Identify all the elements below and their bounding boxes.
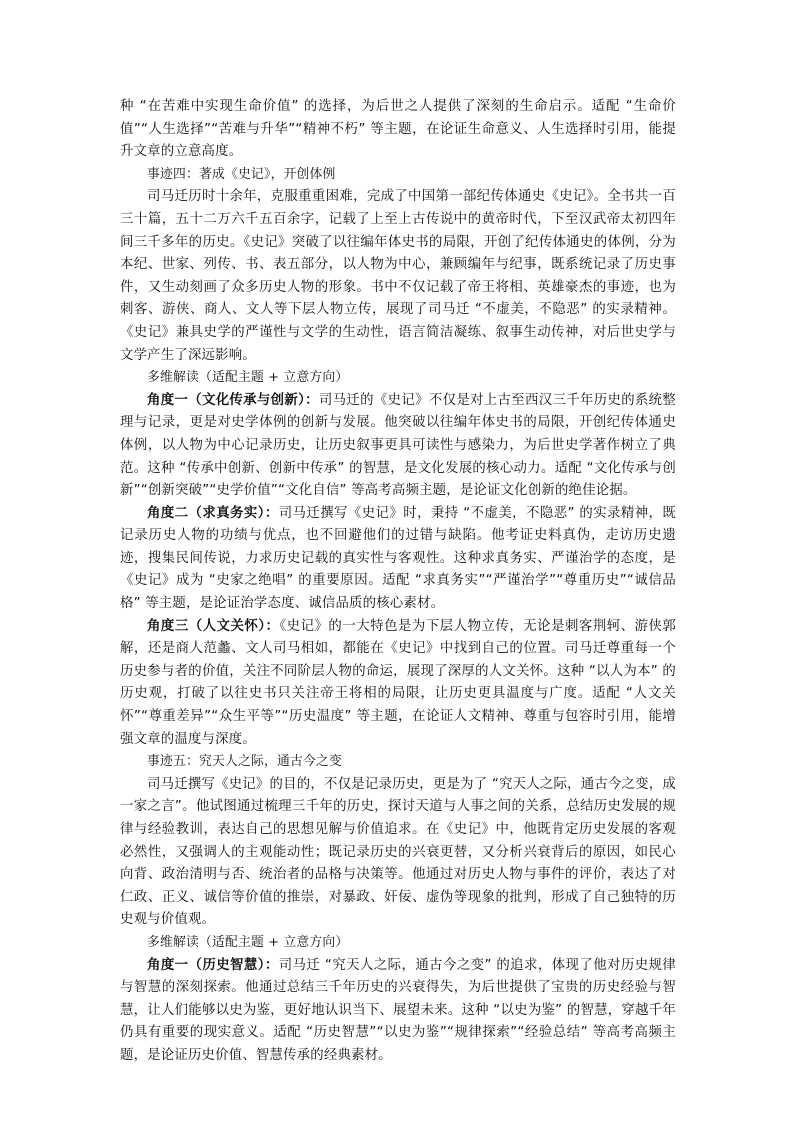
paragraph-angle-humanism (120, 616, 676, 752)
angle-label: 角度一（文化传承与创新）： (147, 392, 319, 408)
angle-label: 角度一（历史智慧）： (147, 957, 279, 973)
angle-text: 《史记》的一大特色是为下层人物立传，无论是刺客荆轲、游侠郭解，还是商人范蠡、文人司马相如，都能在《史记》中找到自己的位置。司马迁尊重每一个历史参与者的价值，关注不同阶层人物的命运，展现了深厚的人文关怀。这种 “以人为本” 的历史观，打破了以往史书只关注帝王将相的局限，让历史更具温度与广度。适配 “人文关怀”“尊重差异”“众生平等”“历史温度” 等主题，在论证人文精神、尊重与包容时引用，能增强文章的温度与深度。 (120, 618, 676, 747)
angle-text: 司马迁撰写《史记》时，秉持 “不虚美，不隐恶” 的实录精神，既记录历史人物的功绩与优点，也不回避他们的过错与缺陷。他考证史料真伪，走访历史遗迹，搜集民间传说，力求历史记载的真实性与客观性。这种求真务实、严谨治学的态度，是《史记》成为 “史家之绝唱” 的重要原因。适配 “求真务实”“严谨治学”“尊重历史”“诚信品格” 等主题，是论证治学态度、诚信品质的核心素材。 (120, 505, 676, 612)
section-heading-deed-five: 事迹五：究天人之际，通古今之变 (147, 754, 342, 770)
interpretation-heading: 多维解读（适配主题 + 立意方向） (147, 370, 349, 386)
paragraph-deed-five-body: 司马迁撰写《史记》的目的，不仅是记录历史，更是为了 “究天人之际，通古今之变，成一家之言”。他试图通过梳理三千年的历史，探讨天道与人事之间的关系，总结历史发展的规律与经验教训，表达自己的思想见解与价值追求。在《史记》中，他既肯定历史发展的客观必然性，又强调人的主观能动性；既记录历史的兴衰更替，又分析兴衰背后的原因，如民心向背、政治清明与否、统治者的品格与决策等。他通过对历史人物与事件的评价，表达了对仁政、正义、诚信等价值的推崇，对暴政、奸佞、虚伪等现象的批判，形成了自己独特的历史观与价值观。 (120, 776, 676, 928)
paragraph-angle-history-wisdom (120, 955, 676, 1068)
angle-text: 司马迁的《史记》不仅是对上古至西汉三千年历史的系统整理与记录，更是对史学体例的创新与发展。他突破以往编年体史书的局限，开创纪传体通史体例，以人物为中心记录历史，让历史叙事更具可读性与感染力，为后世史学著作树立了典范。这种 “传承中创新、创新中传承” 的智慧，是文化发展的核心动力。适配 “文化传承与创新”“创新突破”“史学价值”“文化自信” 等高考高频主题，是论证文化创新的绝佳论据。 (120, 392, 676, 499)
paragraph-angle-truth (120, 503, 676, 616)
paragraph-angle-culture (120, 390, 676, 503)
document-page (120, 96, 676, 1068)
paragraph-continuation: 种 “在苦难中实现生命价值” 的选择，为后世之人提供了深刻的生命启示。适配 “生命价值”“人生选择”“苦难与升华”“精神不朽” 等主题，在论证生命意义、人生选择时引用，能提升文章的立意高度。 (120, 99, 676, 160)
angle-label: 角度二（求真务实）： (147, 505, 279, 521)
section-heading-deed-four: 事迹四：著成《史记》，开创体例 (147, 166, 336, 182)
angle-text: 司马迁 “究天人之际，通古今之变” 的追求，体现了他对历史规律与智慧的深刻探索。他通过总结三千年历史的兴衰得失，为后世提供了宝贵的历史经验与智慧，让人们能够以史为鉴，更好地认识当下、展望未来。这种 “以史为鉴” 的智慧，穿越千年仍具有重要的现实意义。适配 “历史智慧”“以史为鉴”“规律探索”“经验总结” 等高考高频主题，是论证历史价值、智慧传承的经典素材。 (120, 957, 676, 1063)
angle-label: 角度三（人文关怀）： (147, 618, 280, 634)
interpretation-heading: 多维解读（适配主题 + 立意方向） (147, 934, 349, 950)
paragraph-deed-four-body: 司马迁历时十余年，克服重重困难，完成了中国第一部纪传体通史《史记》。全书共一百三十篇，五十二万六千五百余字，记载了上至上古传说中的黄帝时代，下至汉武帝太初四年间三千多年的历史。《史记》突破了以往编年体史书的局限，开创了纪传体通史的体例，分为本纪、世家、列传、书、表五部分，以人物为中心，兼顾编年与纪事，既系统记录了历史事件，又生动刻画了众多历史人物的形象。书中不仅记载了帝王将相、英雄豪杰的事迹，也为刺客、游侠、商人、文人等下层人物立传，展现了司马迁 “不虚美，不隐恶” 的实录精神。《史记》兼具史学的严谨性与文学的生动性，语言简洁凝练、叙事生动传神，对后世史学与文学产生了深远影响。 (120, 189, 676, 363)
